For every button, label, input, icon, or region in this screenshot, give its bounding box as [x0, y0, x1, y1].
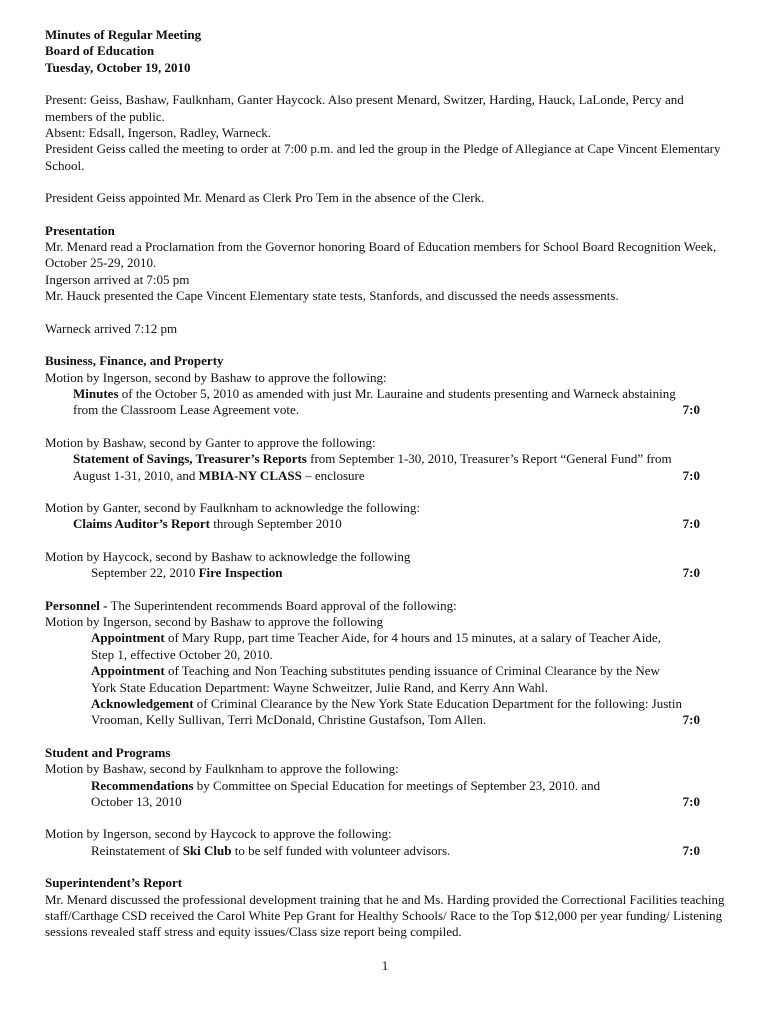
- business-item-1-line-1: Minutes of the October 5, 2010 as amended with just Mr. Lauraine and students presenting and Warneck abstaining: [73, 385, 676, 401]
- presentation-paragraph-2: Ingerson arrived at 7:05 pm: [45, 271, 190, 287]
- student-motion-2: Motion by Ingerson, second by Haycock to approve the following:: [45, 826, 392, 842]
- business-motion-1: Motion by Ingerson, second by Bashaw to approve the following:: [45, 369, 387, 385]
- student-item-1-line-2: October 13, 2010 7:0: [91, 794, 700, 810]
- vote-result: 7:0: [682, 516, 700, 532]
- presentation-paragraph-3: Mr. Hauck presented the Cape Vincent Elementary state tests, Stanfords, and discussed the needs assessments.: [45, 288, 619, 304]
- student-item-1-line-1: Recommendations by Committee on Special Education for meetings of September 23, 2010. and: [91, 777, 601, 793]
- business-item-2-line-1: Statement of Savings, Treasurer’s Reports from September 1-30, 2010, Treasurer’s Report “General Fund” from: [73, 451, 672, 467]
- presentation-paragraph-4: Warneck arrived 7:12 pm: [45, 320, 178, 336]
- vote-result: 7:0: [682, 842, 700, 858]
- vote-result: 7:0: [682, 565, 700, 581]
- vote-result: 7:0: [682, 712, 700, 728]
- personnel-item-2-line-1: Appointment of Teaching and Non Teaching substitutes pending issuance of Criminal Clearance by the New: [91, 663, 660, 679]
- present-paragraph: Present: Geiss, Bashaw, Faulknham, Ganter Haycock. Also present Menard, Switzer, Harding, Hauck, LaLonde, Percy and members of the public.: [45, 92, 684, 124]
- presentation-paragraph-1: Mr. Menard read a Proclamation from the Governor honoring Board of Education members for School Board Recognition Week, October 25-29, 2010.: [45, 239, 717, 271]
- vote-result: 7:0: [682, 467, 700, 483]
- student-motion-1: Motion by Bashaw, second by Faulknham to approve the following:: [45, 761, 399, 777]
- student-heading: Student and Programs: [45, 744, 171, 760]
- personnel-motion: Motion by Ingerson, second by Bashaw to approve the following: [45, 613, 383, 629]
- document-header: [45, 27, 730, 76]
- personnel-item-1-line-1: Appointment of Mary Rupp, part time Teacher Aide, for 4 hours and 15 minutes, at a salary of Teacher Aide,: [91, 630, 661, 646]
- call-to-order-paragraph: President Geiss called the meeting to order at 7:00 p.m. and led the group in the Pledge of Allegiance at Cape Vincent Elementary School.: [45, 141, 721, 173]
- business-item-4: September 22, 2010 Fire Inspection 7:0: [91, 565, 700, 581]
- personnel-item-2-line-2: York State Education Department: Wayne Schweitzer, Julie Rand, and Kerry Ann Wahl.: [91, 679, 548, 695]
- business-motion-3: Motion by Ganter, second by Faulknham to acknowledge the following:: [45, 499, 420, 515]
- business-motion-4: Motion by Haycock, second by Bashaw to acknowledge the following: [45, 548, 411, 564]
- superintendent-paragraph: Mr. Menard discussed the professional development training that he and Ms. Harding provided the Correctional Facilities teaching staff/Carthage CSD received the Carol White Pep Grant for Healthy Schools/ Race to the Top $12,000 per year funding/ Listening sessions revealed staff stress and equity issues/Class size report being compiled.: [45, 891, 725, 940]
- header-line-1: Minutes of Regular Meeting: [45, 27, 202, 42]
- business-item-2-line-2: August 1-31, 2010, and MBIA-NY CLASS – enclosure 7:0: [73, 467, 700, 483]
- business-item-3: Claims Auditor’s Report through September 2010 7:0: [73, 516, 700, 532]
- personnel-item-1-line-2: Step 1, effective October 20, 2010.: [91, 646, 273, 662]
- personnel-item-3-line-2: Vrooman, Kelly Sullivan, Terri McDonald, Christine Gustafson, Tom Allen. 7:0: [91, 712, 700, 728]
- absent-paragraph: Absent: Edsall, Ingerson, Radley, Warneck.: [45, 125, 272, 141]
- superintendent-heading: Superintendent’s Report: [45, 875, 183, 891]
- presentation-heading: Presentation: [45, 222, 115, 238]
- business-item-1-line-2: from the Classroom Lease Agreement vote. 7:0: [73, 402, 700, 418]
- clerk-paragraph: President Geiss appointed Mr. Menard as Clerk Pro Tem in the absence of the Clerk.: [45, 190, 485, 206]
- page-number: 1: [381, 958, 389, 973]
- header-line-2: Board of Education: [45, 43, 155, 59]
- student-item-2: Reinstatement of Ski Club to be self funded with volunteer advisors. 7:0: [91, 842, 700, 858]
- business-heading: Business, Finance, and Property: [45, 353, 224, 369]
- header-line-3: Tuesday, October 19, 2010: [45, 59, 191, 75]
- personnel-heading-line: Personnel - The Superintendent recommends Board approval of the following:: [45, 597, 457, 613]
- business-motion-2: Motion by Bashaw, second by Ganter to approve the following:: [45, 434, 376, 450]
- personnel-item-3-line-1: Acknowledgement of Criminal Clearance by the New York State Education Department for the following: Justin: [91, 696, 683, 711]
- vote-result: 7:0: [682, 794, 700, 810]
- vote-result: 7:0: [682, 402, 700, 418]
